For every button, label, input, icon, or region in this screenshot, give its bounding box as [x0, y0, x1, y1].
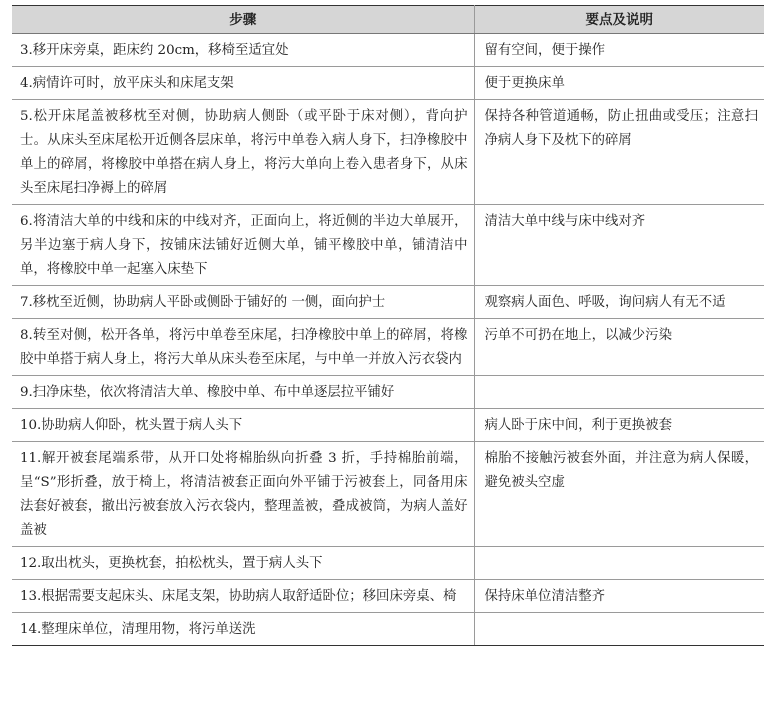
step-cell: 13.根据需要支起床头、床尾支架，协助病人取舒适卧位；移回床旁桌、椅 — [12, 580, 474, 613]
step-cell: 7.移枕至近侧，协助病人平卧或侧卧于铺好的 一侧，面向护士 — [12, 286, 474, 319]
note-cell — [474, 376, 764, 409]
note-cell: 病人卧于床中间，利于更换被套 — [474, 409, 764, 442]
step-cell: 12.取出枕头，更换枕套，拍松枕头，置于病人头下 — [12, 547, 474, 580]
step-cell: 14.整理床单位，清理用物，将污单送洗 — [12, 613, 474, 646]
step-cell: 6.将清洁大单的中线和床的中线对齐，正面向上，将近侧的半边大单展开，另半边塞于病人身下，按铺床法铺好近侧大单，铺平橡胶中单，铺清洁中单，将橡胶中单一起塞入床垫下 — [12, 205, 474, 286]
table-row — [12, 319, 764, 376]
table-row — [12, 100, 764, 205]
step-cell: 9.扫净床垫，依次将清洁大单、橡胶中单、布中单逐层拉平铺好 — [12, 376, 474, 409]
note-cell: 污单不可扔在地上，以减少污染 — [474, 319, 764, 376]
table-row — [12, 580, 764, 613]
note-cell: 保持各种管道通畅，防止扭曲或受压；注意扫净病人身下及枕下的碎屑 — [474, 100, 764, 205]
table-row — [12, 409, 764, 442]
table-header — [12, 6, 764, 34]
note-cell — [474, 613, 764, 646]
note-cell — [474, 547, 764, 580]
step-cell: 3.移开床旁桌，距床约 20cm，移椅至适宜处 — [12, 34, 474, 67]
table-row — [12, 34, 764, 67]
step-cell: 11.解开被套尾端系带，从开口处将棉胎纵向折叠 3 折，手持棉胎前端，呈“S”形折叠，放于椅上，将清洁被套正面向外平铺于污被套上，同备用床法套好被套，撤出污被套放入污衣袋内，整理盖被，叠成被筒，为病人盖好盖被 — [12, 442, 474, 547]
table-row — [12, 67, 764, 100]
note-cell: 保持床单位清洁整齐 — [474, 580, 764, 613]
step-cell: 4.病情许可时，放平床头和床尾支架 — [12, 67, 474, 100]
table-row — [12, 286, 764, 319]
step-cell: 10.协助病人仰卧，枕头置于病人头下 — [12, 409, 474, 442]
table-row — [12, 613, 764, 646]
note-cell: 观察病人面色、呼吸，询问病人有无不适 — [474, 286, 764, 319]
step-cell: 8.转至对侧，松开各单，将污中单卷至床尾，扫净橡胶中单上的碎屑，将橡胶中单搭于病人身上，将污大单从床头卷至床尾，与中单一并放入污衣袋内 — [12, 319, 474, 376]
procedure-table — [12, 5, 764, 646]
note-cell: 便于更换床单 — [474, 67, 764, 100]
note-cell: 棉胎不接触污被套外面，并注意为病人保暖，避免被头空虚 — [474, 442, 764, 547]
step-cell: 5.松开床尾盖被移枕至对侧，协助病人侧卧（或平卧于床对侧），背向护士。从床头至床尾松开近侧各层床单，将污中单卷入病人身下，扫净橡胶中单上的碎屑，将橡胶中单搭在病人身上，将污大单向上卷入患者身下，从床头至床尾扫净褥上的碎屑 — [12, 100, 474, 205]
table-row — [12, 442, 764, 547]
header-row — [12, 6, 764, 34]
table-row — [12, 205, 764, 286]
table-row — [12, 376, 764, 409]
table-body — [12, 34, 764, 646]
note-cell: 留有空间，便于操作 — [474, 34, 764, 67]
note-column-header: 要点及说明 — [474, 6, 764, 34]
table-row — [12, 547, 764, 580]
step-column-header: 步骤 — [12, 6, 474, 34]
note-cell: 清洁大单中线与床中线对齐 — [474, 205, 764, 286]
